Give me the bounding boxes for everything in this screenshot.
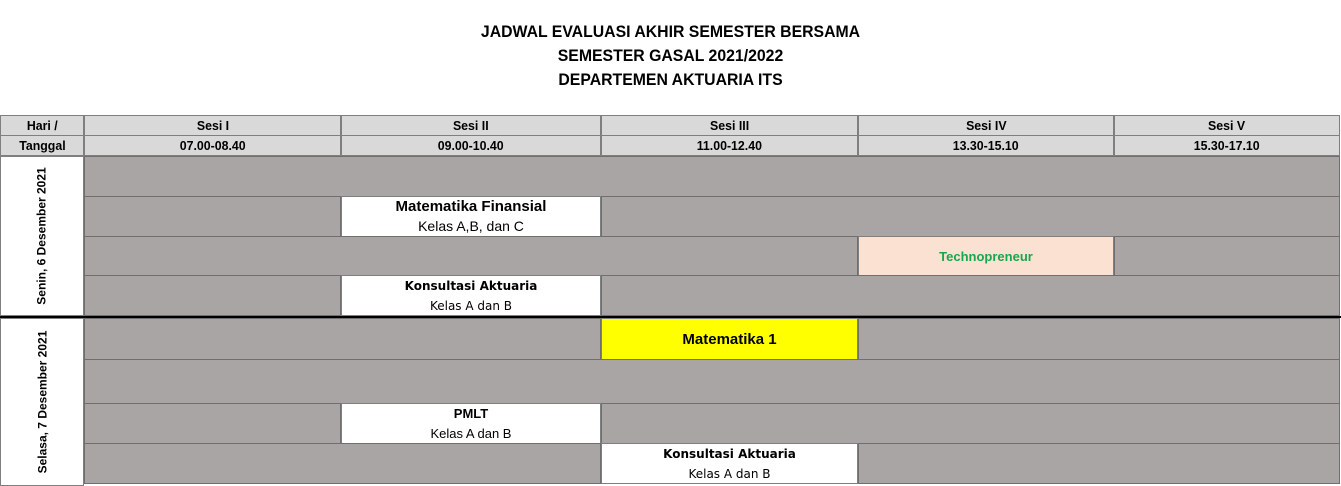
empty-slot: [84, 403, 341, 444]
empty-slot: [84, 275, 341, 316]
header-time-1: 07.00-08.40: [84, 135, 341, 156]
header-time-2: 09.00-10.40: [341, 135, 601, 156]
empty-slot: [84, 359, 1340, 404]
exam-konsultasi-aktuaria: [601, 443, 858, 484]
header-session-2: Sesi II: [341, 115, 601, 136]
exam-technopreneur: [858, 236, 1114, 276]
exam-konsultasi-aktuaria: [341, 275, 601, 316]
exam-title: PMLT: [453, 405, 489, 421]
exam-title: Matematika Finansial: [395, 198, 547, 215]
empty-slot: [84, 318, 601, 360]
exam-class: Kelas A dan B: [429, 298, 513, 313]
empty-slot: [601, 196, 1340, 237]
empty-slot: [84, 196, 341, 237]
header-time-3: 11.00-12.40: [601, 135, 858, 156]
exam-pmlt: [341, 403, 601, 444]
exam-title: Konsultasi Aktuaria: [663, 446, 796, 461]
exam-matematika-1: [601, 318, 858, 360]
header-session-1: Sesi I: [84, 115, 341, 136]
empty-slot: [858, 318, 1340, 360]
exam-class: Kelas A,B, dan C: [418, 218, 524, 234]
page-subtitle-department: DEPARTEMEN AKTUARIA ITS: [558, 70, 783, 89]
header-session-4: Sesi IV: [858, 115, 1114, 136]
exam-class: Kelas A dan B: [688, 466, 771, 481]
exam-title: Konsultasi Aktuaria: [404, 278, 538, 293]
header-time-4: 13.30-15.10: [858, 135, 1114, 156]
page-subtitle-semester: SEMESTER GASAL 2021/2022: [557, 46, 784, 65]
empty-slot: [601, 275, 1340, 316]
exam-title: Technopreneur: [939, 248, 1033, 264]
header-day-label: Hari /: [0, 115, 84, 136]
exam-class: Kelas A dan B: [430, 425, 512, 441]
empty-slot: [858, 443, 1340, 484]
header-time-5: 15.30-17.10: [1114, 135, 1340, 156]
empty-slot: [84, 236, 858, 276]
empty-slot: [84, 156, 1340, 197]
empty-slot: [84, 443, 601, 484]
empty-slot: [601, 403, 1340, 444]
day-label-tuesday: Selasa, 7 Desember 2021: [0, 318, 84, 486]
page-title: JADWAL EVALUASI AKHIR SEMESTER BERSAMA: [480, 22, 861, 41]
header-date-label: Tanggal: [0, 135, 84, 156]
header-session-3: Sesi III: [601, 115, 858, 136]
exam-matematika-finansial: [341, 196, 601, 237]
header-session-5: Sesi V: [1114, 115, 1340, 136]
empty-slot: [1114, 236, 1340, 276]
day-label-monday: Senin, 6 Desember 2021: [0, 156, 84, 316]
exam-title: Matematika 1: [682, 330, 777, 348]
